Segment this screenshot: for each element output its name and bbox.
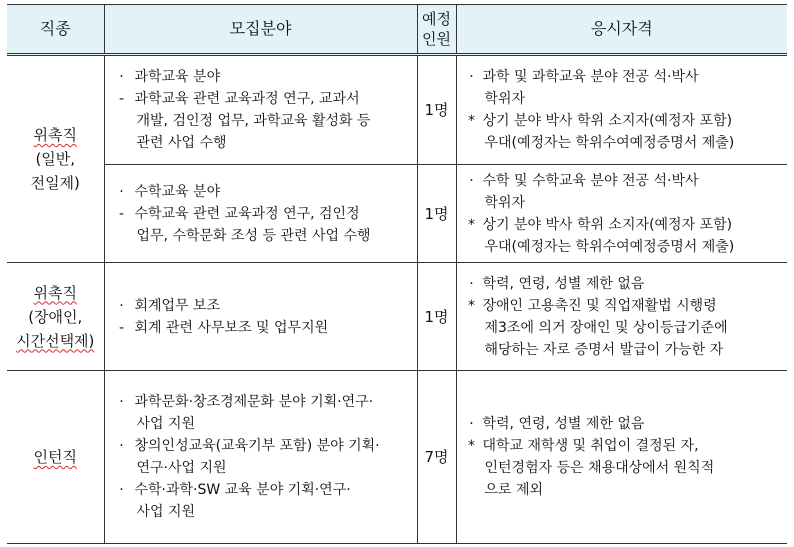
table-row (7, 55, 787, 165)
field-bullet: · 과학문화·창조경제문화 분야 기획·연구· (119, 394, 374, 410)
table-row (7, 371, 787, 544)
qual-note-cont: 우대(예정자는 학위수여예정증명서 제출) (484, 238, 735, 255)
job-type-cell (7, 371, 104, 544)
qual-item: · 수학 및 수학교육 분야 전공 석·박사 (469, 172, 699, 189)
qualification-cell (456, 263, 787, 371)
job-type-line: 위촉직 (33, 283, 77, 302)
qual-note: * 장애인 고용촉진 및 직업재활법 시행령 (468, 297, 717, 314)
count-cell: 1명 (417, 55, 456, 165)
field-item-cont: 개발, 검인정 업무, 과학교육 활성화 등 (136, 113, 371, 129)
field-cell (104, 371, 417, 544)
qual-item: · 학력, 연령, 성별 제한 없음 (469, 416, 645, 432)
qual-note-cont: 인턴경험자 등은 채용대상에서 원칙적 (484, 460, 715, 476)
job-type-cell (7, 55, 104, 263)
header-qualification: 응시자격 (456, 5, 787, 55)
recruitment-table (7, 4, 787, 544)
qual-item: · 과학 및 과학교육 분야 전공 석·박사 (469, 69, 699, 85)
field-bullet-cont: 연구·사업 지원 (136, 460, 227, 476)
field-bullet: · 창의인성교육(교육기부 포함) 분야 기획· (119, 438, 380, 454)
count-cell: 7명 (417, 371, 456, 544)
qual-note-cont: 으로 제외 (484, 482, 544, 498)
header-count (417, 5, 456, 55)
qual-note-cont: 우대(예정자는 학위수여예정증명서 제출) (484, 135, 735, 151)
qual-note: * 대학교 재학생 및 취업이 결정된 자, (468, 438, 699, 454)
count-cell: 1명 (417, 263, 456, 371)
qual-note-cont: 제3조에 의거 장애인 및 상이등급기준에 (484, 319, 728, 336)
qual-note: * 상기 분야 박사 학위 소지자(예정자 포함) (468, 113, 733, 129)
table-row (7, 263, 787, 371)
job-type-line: (일반, (35, 150, 76, 168)
qual-note: * 상기 분야 박사 학위 소지자(예정자 포함) (468, 216, 733, 233)
job-type-line: 위촉직 (33, 126, 77, 144)
field-cell (104, 263, 417, 371)
job-type-line: 시간선택제) (16, 331, 95, 350)
count-cell: 1명 (417, 165, 456, 263)
job-type-line: 인턴직 (33, 448, 77, 466)
field-cell (104, 55, 417, 165)
qual-item-cont: 학위자 (484, 194, 526, 211)
header-field: 모집분야 (104, 5, 417, 55)
field-title: · 수학교육 분야 (119, 183, 221, 200)
qual-item: · 학력, 연령, 성별 제한 없음 (469, 275, 645, 292)
header-type: 직종 (7, 5, 104, 55)
field-cell (104, 165, 417, 263)
field-bullet-cont: 사업 지원 (136, 416, 196, 432)
qual-item-cont: 학위자 (484, 91, 526, 107)
field-bullet-cont: 사업 지원 (136, 504, 196, 520)
header-count-line1: 예정 (422, 10, 451, 28)
field-item-cont: 업무, 수학문화 조성 등 관련 사업 수행 (136, 227, 371, 244)
qualification-cell (456, 371, 787, 544)
header-count-line2: 인원 (422, 30, 451, 48)
table-row (7, 165, 787, 263)
job-type-line: 전일제) (30, 174, 80, 192)
field-item: - 회계 관련 사무보조 및 업무지원 (118, 319, 329, 336)
job-type-line: (장애인, (28, 307, 83, 326)
field-item-cont: 관련 사업 수행 (136, 135, 227, 151)
qualification-cell (456, 55, 787, 165)
job-type-cell (7, 263, 104, 371)
field-bullet: · 수학·과학·SW 교육 분야 기획·연구· (119, 482, 351, 498)
field-title: · 회계업무 보조 (119, 297, 221, 314)
field-title: · 과학교육 분야 (119, 69, 221, 85)
qualification-cell (456, 165, 787, 263)
table-header-row (7, 5, 787, 55)
field-item: - 수학교육 관련 교육과정 연구, 검인정 (118, 205, 360, 222)
field-item: - 과학교육 관련 교육과정 연구, 교과서 (118, 91, 360, 107)
qual-note-cont: 해당하는 자로 증명서 발급이 가능한 자 (484, 341, 724, 358)
